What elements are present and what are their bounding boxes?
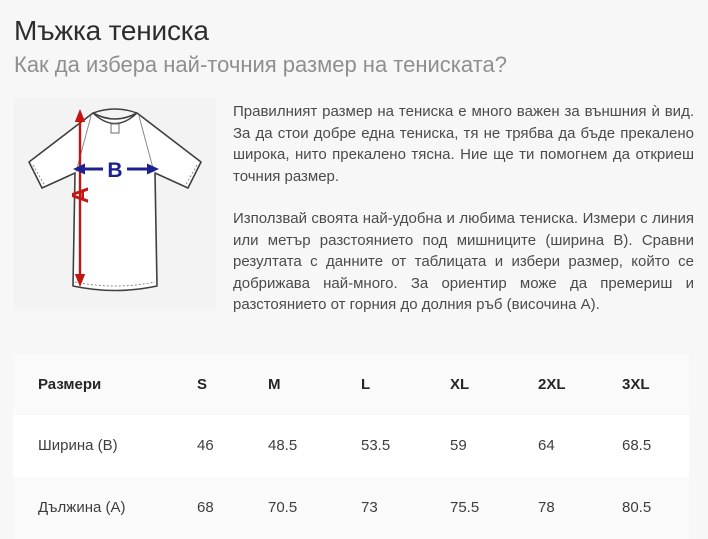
tshirt-measurement-diagram <box>14 98 216 311</box>
measurement-label: Дължина (A) <box>38 499 126 517</box>
measurement-value: 73 <box>361 499 378 517</box>
height-label: A <box>67 187 93 204</box>
size-table-title-header: Размери <box>38 376 102 394</box>
measurement-label: Ширина (B) <box>38 437 118 455</box>
size-table-row <box>13 477 689 539</box>
size-table <box>13 355 689 539</box>
measurement-value: 68 <box>197 499 214 517</box>
measurement-value: 64 <box>538 437 555 455</box>
page-title: Мъжка тениска <box>14 15 209 46</box>
collar-tag <box>111 124 119 133</box>
measurement-value: 75.5 <box>450 499 480 517</box>
guide-paragraph-1: Правилният размер на тениска е много важен за външния ѝ вид. За да стои добре една тениска, тя не трябва да бъде прекалено широка, нито прекалено тясна. Ние ще ти помогнем да откриеш точния размер. <box>233 103 694 185</box>
size-column-header: XL <box>450 376 470 394</box>
page-subtitle: Как да избера най-точния размер на тениската? <box>14 52 507 78</box>
size-column-header: 3XL <box>622 376 650 394</box>
size-column-header: S <box>197 376 208 394</box>
size-column-header: M <box>268 376 281 394</box>
measurement-value: 78 <box>538 499 555 517</box>
guide-text <box>233 98 694 337</box>
page-header <box>0 15 708 77</box>
tshirt-outline <box>29 113 201 291</box>
size-table-row <box>13 415 689 477</box>
width-label: B <box>107 159 123 183</box>
collar-back-line <box>93 109 137 113</box>
size-column-header: 2XL <box>538 376 566 394</box>
guide-paragraph-2: Използвай своята най-удобна и любима тениска. Измери с линия или метър разстоянието под мишниците (ширина B). Сравни резултата с данните от таблицата и избери размер, който се добрижава най-много. За ориентир може да премериш и разстоянието от горния до долния ръб (височина A). <box>233 210 694 314</box>
measurement-value: 53.5 <box>361 437 391 455</box>
measurement-value: 80.5 <box>622 499 652 517</box>
measurement-value: 70.5 <box>268 499 298 517</box>
size-column-header: L <box>361 376 371 394</box>
tshirt-diagram-icon <box>14 98 216 311</box>
measurement-value: 68.5 <box>622 437 652 455</box>
guide-section <box>14 98 694 337</box>
measurement-value: 48.5 <box>268 437 298 455</box>
size-table-header-row <box>13 355 689 415</box>
measurement-value: 46 <box>197 437 214 455</box>
measurement-value: 59 <box>450 437 467 455</box>
